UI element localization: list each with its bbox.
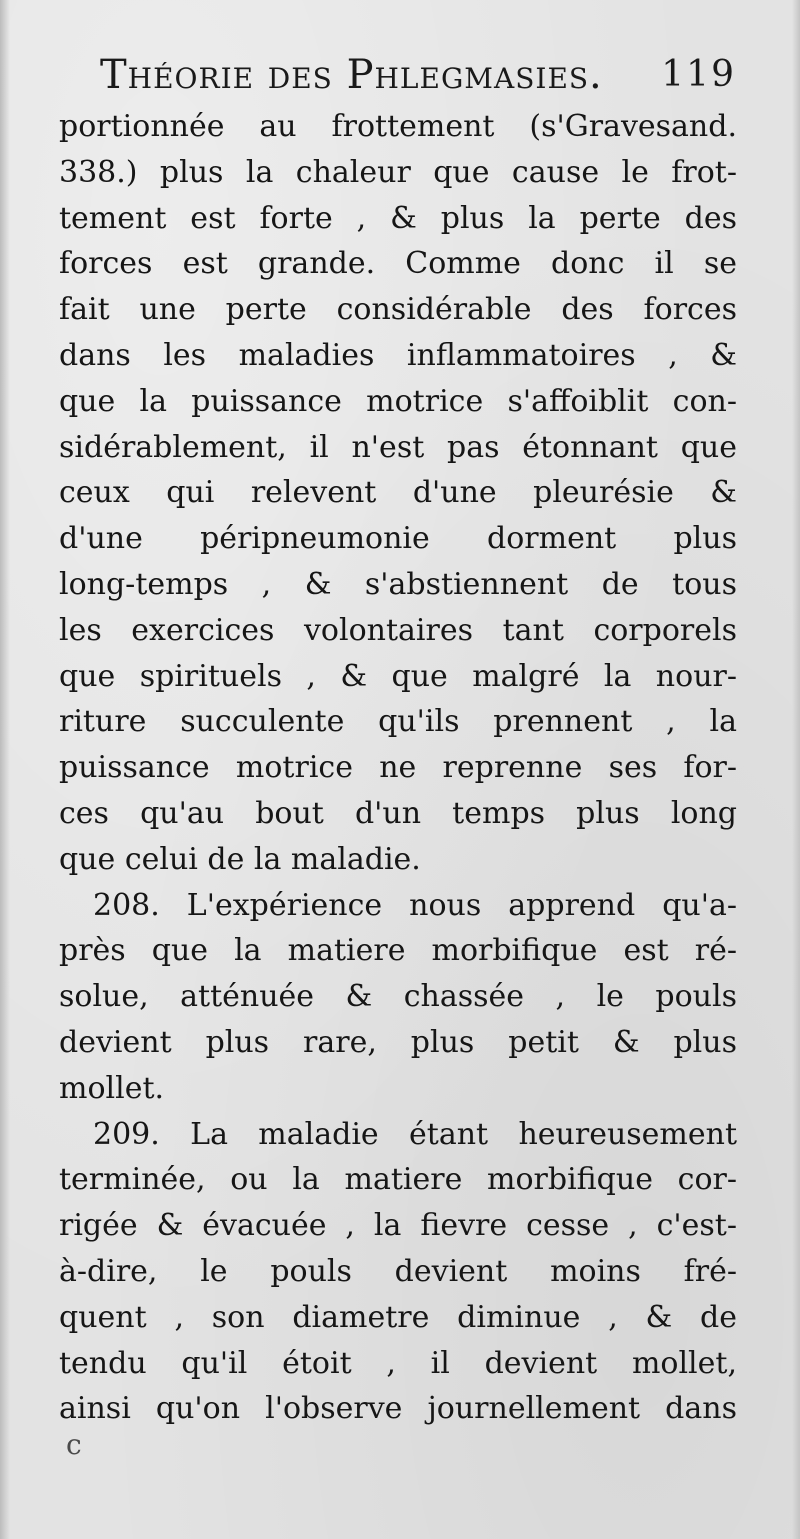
text-line: tendu qu'il étoit , il devient mollet, <box>59 1345 737 1381</box>
page-number: 119 <box>661 54 736 95</box>
body-text <box>59 104 737 1432</box>
text-line: que spirituels , & que malgré la nour- <box>59 658 737 694</box>
page-left-edge-shadow <box>0 0 10 1539</box>
text-line: à-dire, le pouls devient moins fré- <box>59 1253 737 1289</box>
text-line: terminée, ou la matiere morbifique cor- <box>59 1162 737 1198</box>
text-line: riture succulente qu'ils prennent , la <box>59 704 737 740</box>
text-line: ces qu'au bout d'un temps plus long <box>59 795 737 831</box>
signature-mark: c <box>66 1428 82 1461</box>
text-line: solue, atténuée & chassée , le pouls <box>59 979 737 1015</box>
text-line: que la puissance motrice s'affoiblit con- <box>59 383 737 419</box>
text-line: ceux qui relevent d'une pleurésie & <box>59 475 737 511</box>
text-line: tement est forte , & plus la perte des <box>59 200 737 236</box>
text-line: sidérablement, il n'est pas étonnant que <box>59 429 737 465</box>
paragraph-end-line: mollet. <box>59 1070 165 1106</box>
section-209-start: 209. La maladie étant heureusement <box>93 1116 737 1152</box>
text-line: dans les maladies inflammatoires , & <box>59 337 737 373</box>
text-line: les exercices volontaires tant corporels <box>59 612 737 648</box>
text-line: près que la matiere morbifique est ré- <box>59 933 737 969</box>
text-line: portionnée au frottement (s'Gravesand. <box>59 109 737 144</box>
paragraph-end-line: que celui de la maladie. <box>59 841 421 877</box>
text-line: puissance motrice ne reprenne ses for- <box>59 750 737 786</box>
text-line: fait une perte considérable des forces <box>59 292 737 328</box>
running-title: Théorie des Phlegmasies. <box>100 52 603 98</box>
text-line: devient plus rare, plus petit & plus <box>59 1024 737 1060</box>
page-header <box>100 50 736 100</box>
text-line: quent , son diametre diminue , & de <box>59 1299 737 1335</box>
text-line: 338.) plus la chaleur que cause le frot- <box>59 154 737 190</box>
section-208-start: 208. L'expérience nous apprend qu'a- <box>93 887 737 923</box>
text-line: long-temps , & s'abstiennent de tous <box>59 566 737 602</box>
page-right-edge-shadow <box>792 0 800 1539</box>
text-line: d'une péripneumonie dorment plus <box>59 521 737 557</box>
text-line: rigée & évacuée , la fievre cesse , c'est- <box>59 1208 737 1244</box>
text-line: forces est grande. Comme donc il se <box>59 246 737 282</box>
text-line: ainsi qu'on l'observe journellement dans <box>59 1391 737 1427</box>
